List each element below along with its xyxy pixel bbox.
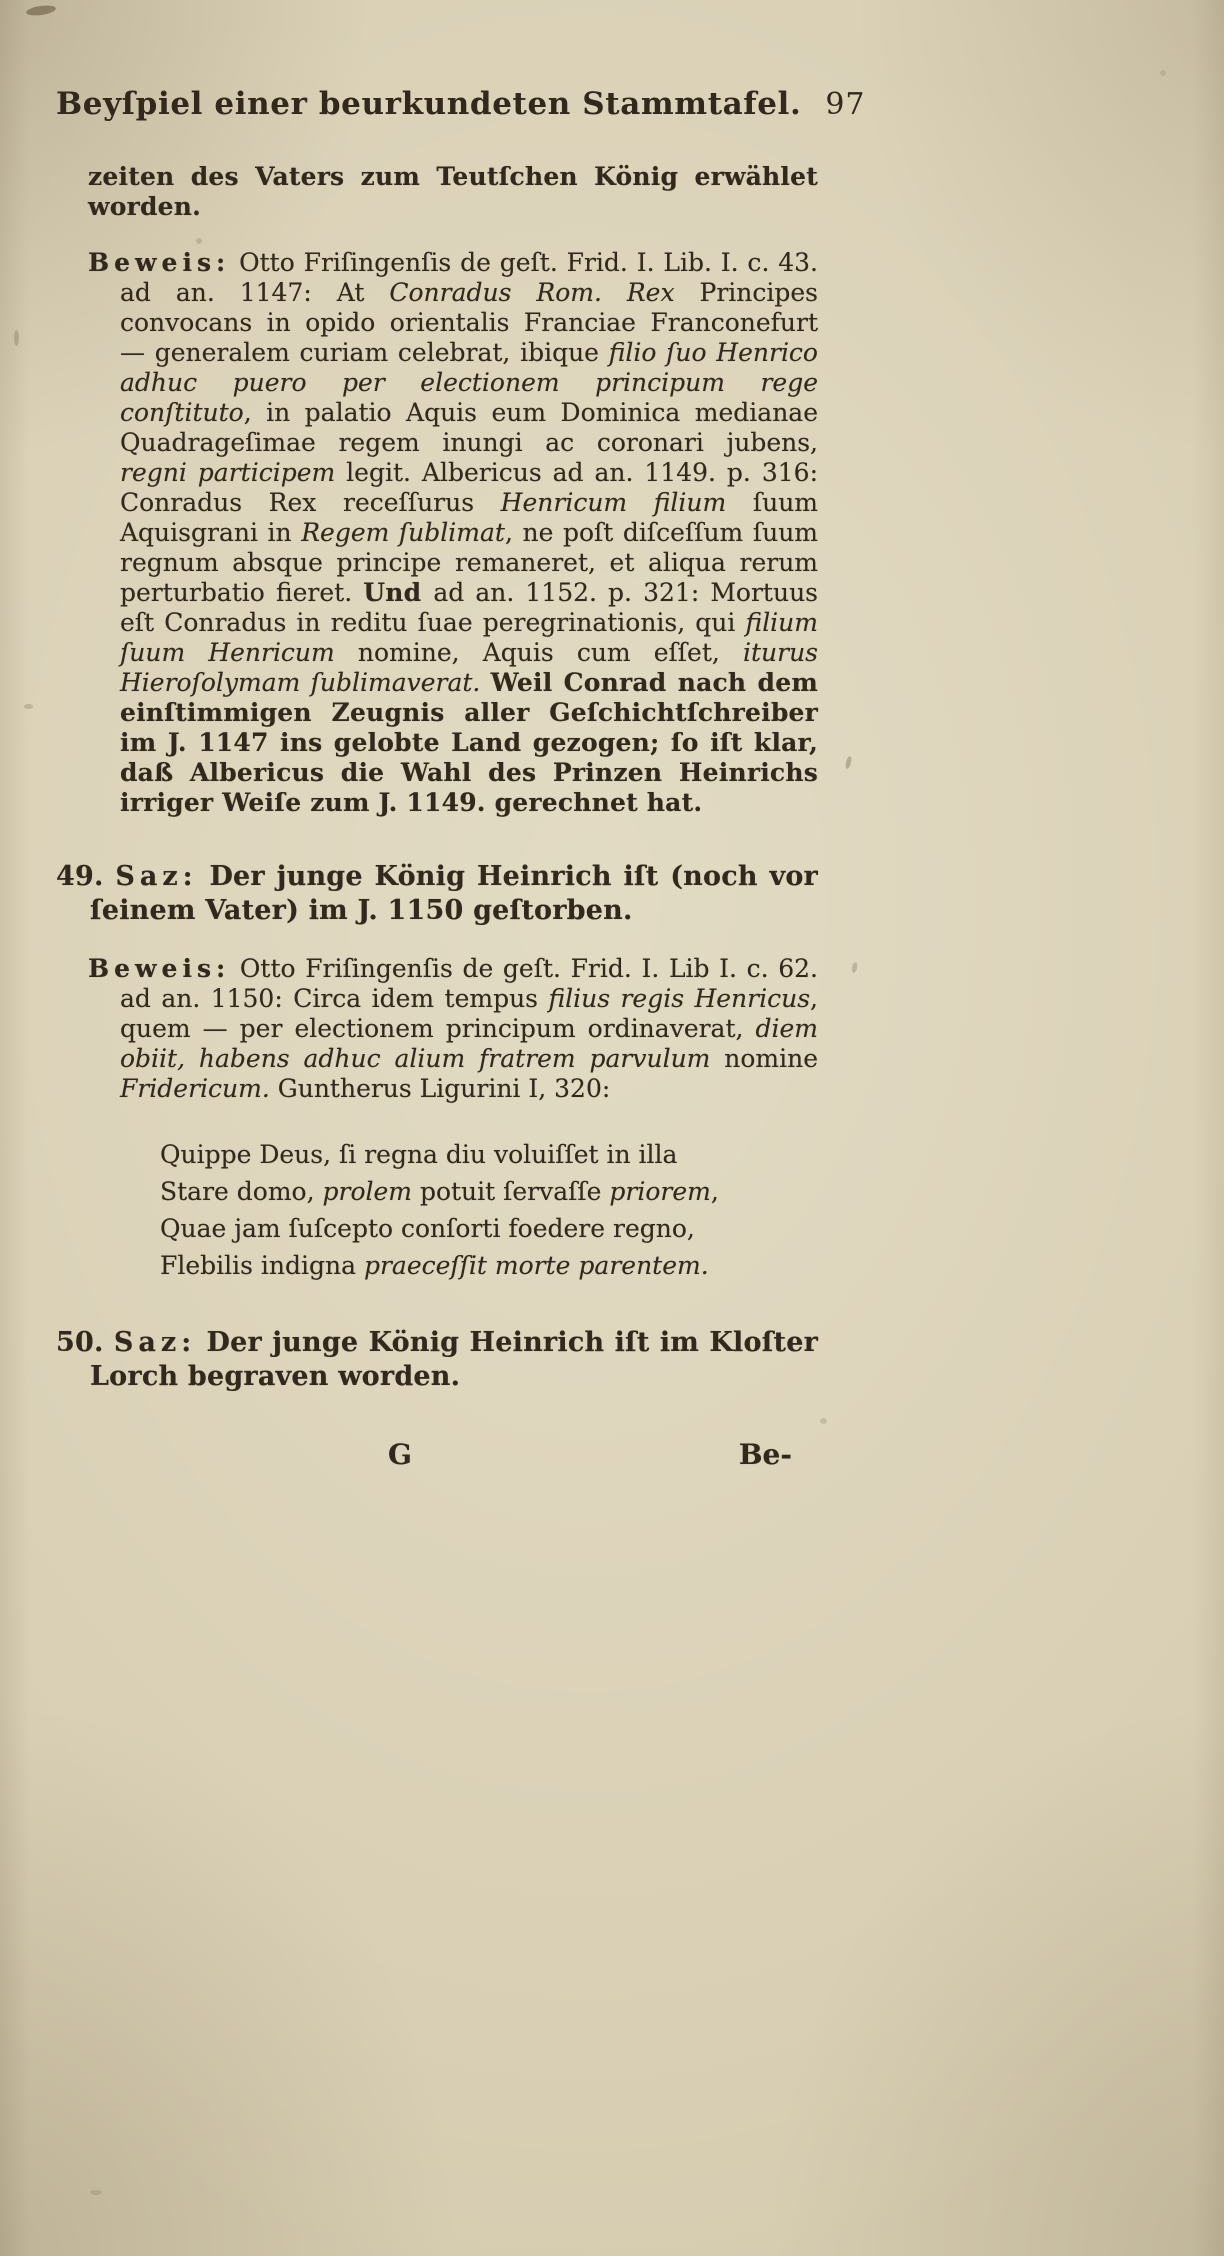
text-run: nomine, Aquis cum eſſet, xyxy=(334,638,743,667)
paper-stain xyxy=(14,330,19,346)
text-run: , quem — per electionem principum ordinaverat, xyxy=(120,984,818,1043)
verse-quote xyxy=(160,1136,818,1284)
text-run: Und xyxy=(363,578,434,607)
text-run: Quippe Deus, ſi regna diu voluiſſet in illa xyxy=(160,1140,678,1169)
text-run: Conradus Rom. Rex xyxy=(389,278,700,307)
text-run: nomine xyxy=(710,1044,818,1073)
text-run: potuit ſervaſſe xyxy=(412,1177,610,1206)
text-run: , in palatio Aquis eum Dominica medianae Quadrageſimae regem inungi ac coronari jubens, xyxy=(120,398,818,457)
text-run: legit. Albericus ad an. 1149. p. 316: Conradus Rex receſſurus xyxy=(120,458,818,517)
text-run: ad an. 1152. p. 321: Mortuus eſt Conradus in reditu ſuae peregrinationis, qui xyxy=(120,578,819,637)
text-run: Der junge König Heinrich iſt (noch vor ſeinem Vater) im J. 1150 geſtorben. xyxy=(90,861,818,926)
text-run: Beweis: xyxy=(88,954,231,983)
text-run: prolem xyxy=(322,1177,412,1206)
text-run: Weil Conrad nach dem einſtimmigen Zeugnis aller Geſchichtſchreiber im J. 1147 ins gelobte Land gezogen; ſo iſt klar, daß Albericus die Wahl des Prinzen Heinrichs irriger Weiſe zum J. 1149. gerechnet hat. xyxy=(120,668,818,817)
text-run: Fridericum. xyxy=(120,1074,270,1103)
text-run: Otto Friſingenſis de geſt. Frid. I. Lib I. c. 62. ad an. 1150: Circa idem tempus xyxy=(120,954,818,1013)
text-run: Saz: xyxy=(113,1327,197,1358)
paper-stain xyxy=(851,962,858,974)
paper-stain xyxy=(1160,70,1166,76)
section-49-heading xyxy=(56,860,818,928)
text-run: regni participem xyxy=(120,458,336,487)
continuation-paragraph xyxy=(88,162,818,222)
text-run: Otto Friſingenſis de geſt. Frid. I. Lib. I. c. 43. ad an. 1147: At xyxy=(120,248,818,307)
text-run: Henricum filium xyxy=(500,488,727,517)
paper-stain xyxy=(26,4,57,17)
text-run: Der junge König Heinrich iſt im Kloſter Lorch begraven worden. xyxy=(90,1327,818,1392)
text-run: , ne poſt diſceſſum ſuum regnum absque principe remaneret, et aliqua rerum perturbatio fieret. xyxy=(120,518,818,607)
running-header-title: Beyſpiel einer beurkundeten Stammtafel. xyxy=(56,86,802,122)
text-run: 49. xyxy=(56,861,116,892)
text-run: filius regis Henricus xyxy=(548,984,811,1013)
running-header xyxy=(56,86,866,122)
text-run: ſuum Aquisgrani in xyxy=(120,488,818,547)
text-run: filio ſuo Henrico adhuc puero per electionem principum rege conſtituto xyxy=(120,338,818,427)
paper-stain xyxy=(845,756,853,770)
text-run: zeiten des Vaters zum Teutſchen König erwählet worden. xyxy=(88,162,818,221)
text-run: filium ſuum Henricum xyxy=(120,608,818,667)
text-run: Flebilis indigna xyxy=(160,1251,364,1280)
text-run: , xyxy=(710,1177,719,1206)
text-block xyxy=(56,86,866,1471)
catchword: Be- xyxy=(738,1438,792,1471)
text-run: Regem ſublimat xyxy=(301,518,505,547)
proof-paragraph-2 xyxy=(56,954,818,1104)
text-run: Beweis: xyxy=(88,248,231,277)
text-run: priorem xyxy=(609,1177,711,1206)
paper-stain xyxy=(24,704,33,709)
paper-stain xyxy=(820,1418,827,1424)
text-run: praeceſſit morte parentem. xyxy=(363,1251,709,1280)
text-run: Principes convocans in opido orientalis Franciae Franconefurt — generalem curiam celebrat, ibique xyxy=(120,278,819,367)
text-run: Quae jam ſuſcepto conſorti foedere regno, xyxy=(160,1214,695,1243)
verse-line xyxy=(160,1210,818,1247)
verse-line xyxy=(160,1247,818,1284)
verse-line xyxy=(160,1136,818,1173)
verse-line xyxy=(160,1173,818,1210)
text-run: iturus Hieroſolymam ſublimaverat. xyxy=(120,638,819,697)
text-run: Guntherus Ligurini I, 320: xyxy=(269,1074,611,1103)
paper-stain xyxy=(90,2190,102,2195)
page-footer xyxy=(56,1438,818,1471)
signature-mark: G xyxy=(388,1438,412,1471)
proof-paragraph-1 xyxy=(56,248,818,818)
text-run: Stare domo, xyxy=(160,1177,323,1206)
section-50-heading xyxy=(56,1326,818,1394)
text-run: 50. xyxy=(56,1327,114,1358)
text-run: Saz: xyxy=(115,861,198,892)
page-number: 97 xyxy=(825,87,866,122)
text-run: diem obiit, habens adhuc alium fratrem parvulum xyxy=(120,1014,818,1073)
